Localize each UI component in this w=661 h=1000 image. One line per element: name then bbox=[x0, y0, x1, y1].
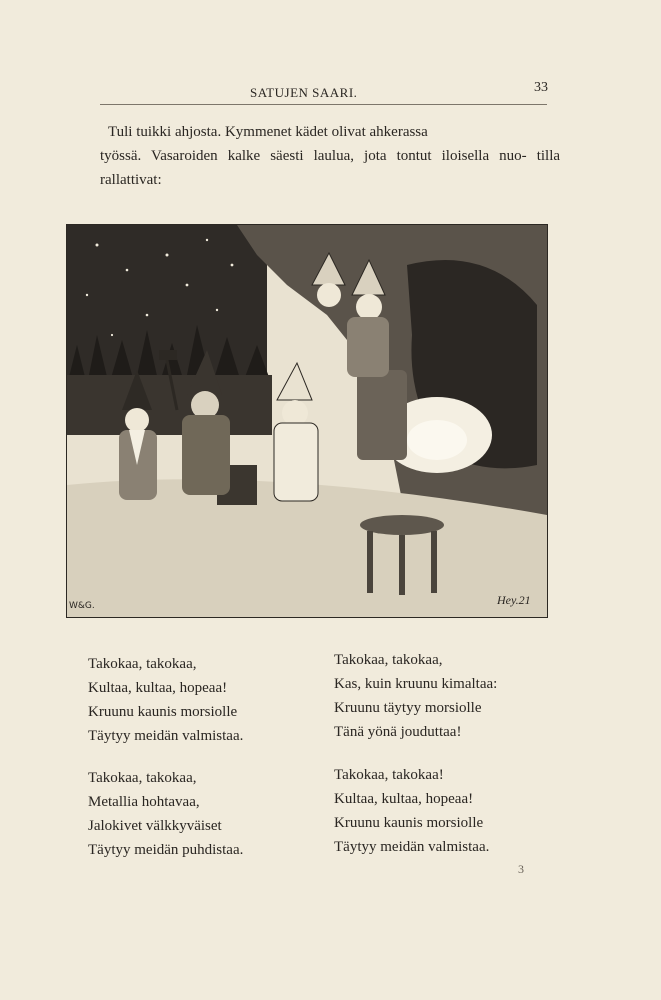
poem-line: Metallia hohtavaa, bbox=[88, 794, 200, 810]
poem-line: Kultaa, kultaa, hopeaa! bbox=[334, 791, 474, 807]
paragraph-line-2: työssä. Vasaroiden kalke säesti laulua, jota tontut iloisella nuo- bbox=[100, 148, 527, 164]
poem-stanza-3 bbox=[88, 766, 243, 862]
poem-line: Täytyy meidän puhdistaa. bbox=[88, 842, 244, 858]
paragraph-line-3: tilla rallattivat: bbox=[100, 148, 561, 188]
poem-line: Täytyy meidän valmistaa. bbox=[334, 839, 490, 855]
illustration-signature-right: Hey.21 bbox=[497, 593, 531, 607]
poem-line: Kruunu täytyy morsiolle bbox=[334, 700, 482, 716]
poem-line: Takokaa, takokaa! bbox=[334, 767, 444, 783]
poem-line: Takokaa, takokaa, bbox=[334, 652, 443, 668]
poem-stanza-1 bbox=[88, 652, 243, 748]
poem-line: Kas, kuin kruunu kimaltaa: bbox=[334, 676, 498, 692]
poem-line: Kultaa, kultaa, hopeaa! bbox=[88, 680, 228, 696]
gnome-forge-illustration bbox=[66, 224, 548, 618]
poem-stanza-2 bbox=[334, 648, 497, 744]
poem-line: Kruunu kaunis morsiolle bbox=[88, 704, 238, 720]
running-header-title: SATUJEN SAARI. bbox=[250, 85, 358, 100]
poem-line: Takokaa, takokaa, bbox=[88, 770, 197, 786]
intro-paragraph bbox=[100, 120, 560, 192]
poem-stanza-4 bbox=[334, 763, 489, 859]
illustration-signature-left: W&G. bbox=[69, 601, 95, 611]
poem-line: Jalokivet välkkyväiset bbox=[88, 818, 222, 834]
signature-mark: 3 bbox=[518, 862, 524, 876]
illustration-drawing bbox=[67, 225, 547, 617]
header-rule bbox=[100, 104, 547, 105]
poem-line: Tänä yönä jouduttaa! bbox=[334, 724, 462, 740]
poem-line: Kruunu kaunis morsiolle bbox=[334, 815, 484, 831]
poem-line: Täytyy meidän valmistaa. bbox=[88, 728, 244, 744]
page-number: 33 bbox=[534, 80, 548, 95]
poem-line: Takokaa, takokaa, bbox=[88, 656, 197, 672]
paragraph-line-1: Tuli tuikki ahjosta. Kymmenet kädet olivat ahkerassa bbox=[108, 124, 428, 140]
